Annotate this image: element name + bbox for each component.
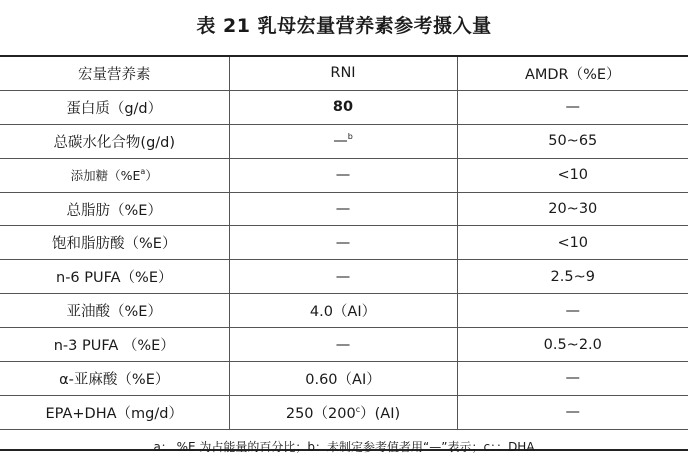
amdr-value: 0.5~2.0 [457, 328, 688, 362]
nutrient-name: 添加糖（%E [70, 168, 141, 184]
amdr-value: — [457, 395, 688, 429]
amdr-value: <10 [457, 226, 688, 260]
table-row [0, 362, 688, 396]
rni-value: 4.0（AI） [229, 294, 457, 328]
table-title: 表 21 乳母宏量营养素参考摄入量 [196, 15, 492, 37]
nutrient-name: EPA+DHA（mg/d） [0, 395, 229, 429]
table-row [0, 328, 688, 362]
amdr-value: — [457, 362, 688, 396]
table-row [0, 226, 688, 260]
amdr-value: 50~65 [457, 124, 688, 158]
nutrient-name-tail: ） [145, 168, 158, 184]
header-nutrient: 宏量营养素 [0, 57, 229, 90]
rni-value: 250（200 [285, 405, 356, 422]
table-row [0, 395, 688, 429]
table-row [0, 124, 688, 158]
nutrient-cell [0, 158, 229, 192]
rni-cell [229, 124, 457, 158]
rni-value: 0.60（AI） [229, 362, 457, 396]
table-row [0, 260, 688, 294]
table-row [0, 90, 688, 124]
amdr-value: — [457, 294, 688, 328]
rni-value: — [229, 260, 457, 294]
footnote-marker: c [355, 404, 361, 414]
footnote-marker: b [347, 132, 353, 142]
rni-value: — [229, 158, 457, 192]
rni-value-tail: ）(AI) [360, 405, 401, 422]
table-header-row [0, 57, 688, 90]
rni-value: — [333, 133, 348, 150]
rni-value: — [229, 226, 457, 260]
footnote-row [0, 429, 688, 462]
rni-value: 80 [229, 90, 457, 124]
nutrient-name: n-6 PUFA（%E） [0, 260, 229, 294]
header-amdr: AMDR（%E） [457, 57, 688, 90]
amdr-value: <10 [457, 158, 688, 192]
nutrient-table [0, 55, 688, 454]
amdr-value: — [457, 90, 688, 124]
amdr-value: 20~30 [457, 192, 688, 226]
footnote-marker: a [140, 167, 146, 177]
amdr-value: 2.5~9 [457, 260, 688, 294]
table-footnote: a： %E 为占能量的百分比；b：未制定参考值者用“—”表示；c：：DHA [0, 429, 688, 462]
nutrient-name: 饱和脂肪酸（%E） [0, 226, 229, 260]
nutrient-name: 蛋白质（g/d） [0, 90, 229, 124]
rni-cell [229, 395, 457, 429]
nutrient-name: α-亚麻酸（%E） [0, 362, 229, 396]
nutrient-name: n-3 PUFA （%E） [0, 328, 229, 362]
table-row [0, 294, 688, 328]
table-row [0, 158, 688, 192]
rni-value: — [229, 328, 457, 362]
rni-value: — [229, 192, 457, 226]
nutrient-name: 总碳水化合物(g/d) [0, 124, 229, 158]
header-rni: RNI [229, 57, 457, 90]
nutrient-name: 总脂肪（%E） [0, 192, 229, 226]
nutrient-name: 亚油酸（%E） [0, 294, 229, 328]
table-row [0, 192, 688, 226]
